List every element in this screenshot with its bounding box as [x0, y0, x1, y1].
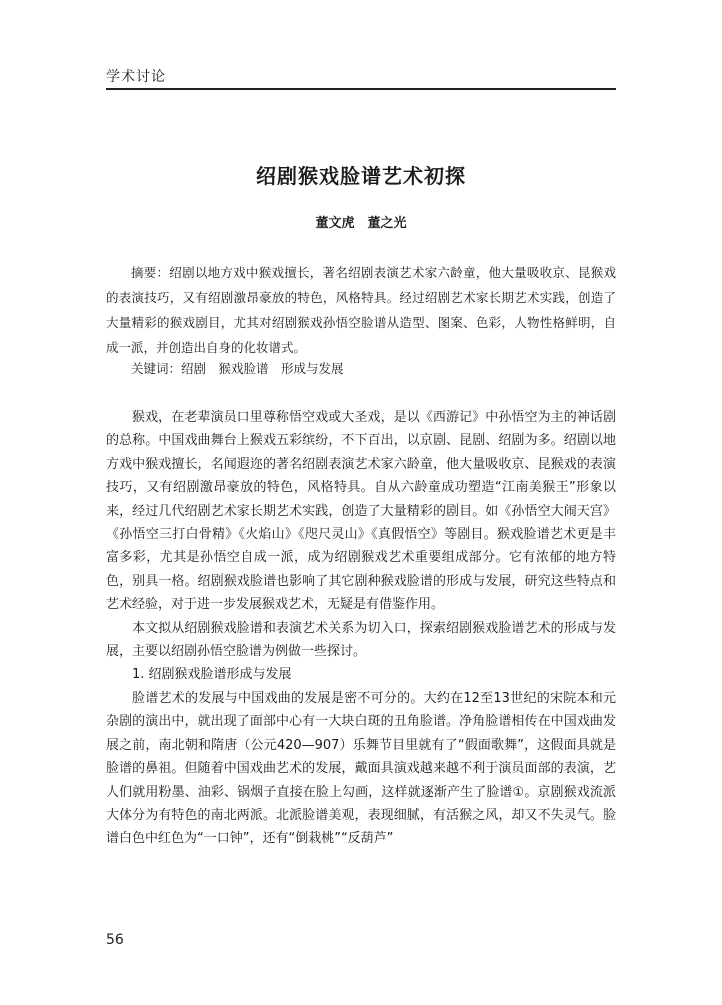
body-paragraph: 脸谱艺术的发展与中国戏曲的发展是密不可分的。大约在12至13世纪的宋院本和元杂剧的演出中，就出现了面部中心有一大块白斑的丑角脸谱。净角脸谱相传在中国戏曲发展之前，南北朝和隋唐（公元420—907）乐舞节目里就有了“假面歌舞”，这假面具就是脸谱的鼻祖。但随着中国戏曲艺术的发展，戴面具演戏越来越不利于演员面部的表演，艺人们就用粉墨、油彩、锅烟子直接在脸上勾画，这样就逐渐产生了脸谱①。京剧猴戏流派大体分为有特色的南北两派。北派脸谱美观，表现细腻，有活猴之风，却又不失灵气。脸谱白色中红色为“一口钟”，还有“倒栽桃”“反葫芦”	[106, 690, 616, 847]
section-label: 学术讨论	[106, 69, 166, 85]
section-heading: 1. 绍剧猴戏脸谱形成与发展	[132, 667, 292, 683]
body-paragraph: 本文拟从绍剧猴戏脸谱和表演艺术关系为切入口，探索绍剧猴戏脸谱艺术的形成与发展，主要以绍剧孙悟空脸谱为例做一些探讨。	[106, 620, 616, 660]
article-body	[106, 406, 616, 851]
abstract	[106, 260, 616, 360]
body-paragraph: 猴戏，在老辈演员口里尊称悟空戏或大圣戏，是以《西游记》中孙悟空为主的神话剧的总称。中国戏曲舞台上猴戏五彩缤纷，不下百出，以京剧、昆剧、绍剧为多。绍剧以地方戏中猴戏擅长，名闻遐迩的著名绍剧表演艺术家六龄童，他大量吸收京、昆猴戏的表演技巧，又有绍剧激昂豪放的特色，风格特具。自从六龄童成功塑造“江南美猴王”形象以来，经过几代绍剧艺术家长期艺术实践，创造了大量精彩的剧目。如《孙悟空大闹天宫》《孙悟空三打白骨精》《火焰山》《咫尺灵山》《真假悟空》等剧目。猴戏脸谱艺术更是丰富多彩，尤其是孙悟空自成一派，成为绍剧猴戏艺术重要组成部分。它有浓郁的地方特色，别具一格。绍剧猴戏脸谱也影响了其它剧种猴戏脸谱的形成与发展，研究这些特点和艺术经验，对于进一步发展猴戏艺术，无疑是有借鉴作用。	[106, 410, 616, 613]
abstract-text: 摘要：绍剧以地方戏中猴戏擅长，著名绍剧表演艺术家六龄童，他大量吸收京、昆猴戏的表演技巧，又有绍剧激昂豪放的特色，风格特具。经过绍剧艺术家长期艺术实践，创造了大量精彩的猴戏剧目，尤其对绍剧猴戏孙悟空脸谱从造型、图案、色彩，人物性格鲜明，自成一派，并创造出自身的化妆谱式。	[106, 265, 616, 355]
authors: 董文虎 董之光	[315, 216, 407, 231]
page-number: 56	[106, 932, 124, 948]
article-title: 绍剧猴戏脸谱艺术初探	[256, 164, 466, 188]
running-header	[106, 68, 616, 86]
header-rule	[106, 88, 616, 90]
keywords: 关键词：绍剧 猴戏脸谱 形成与发展	[131, 361, 344, 376]
